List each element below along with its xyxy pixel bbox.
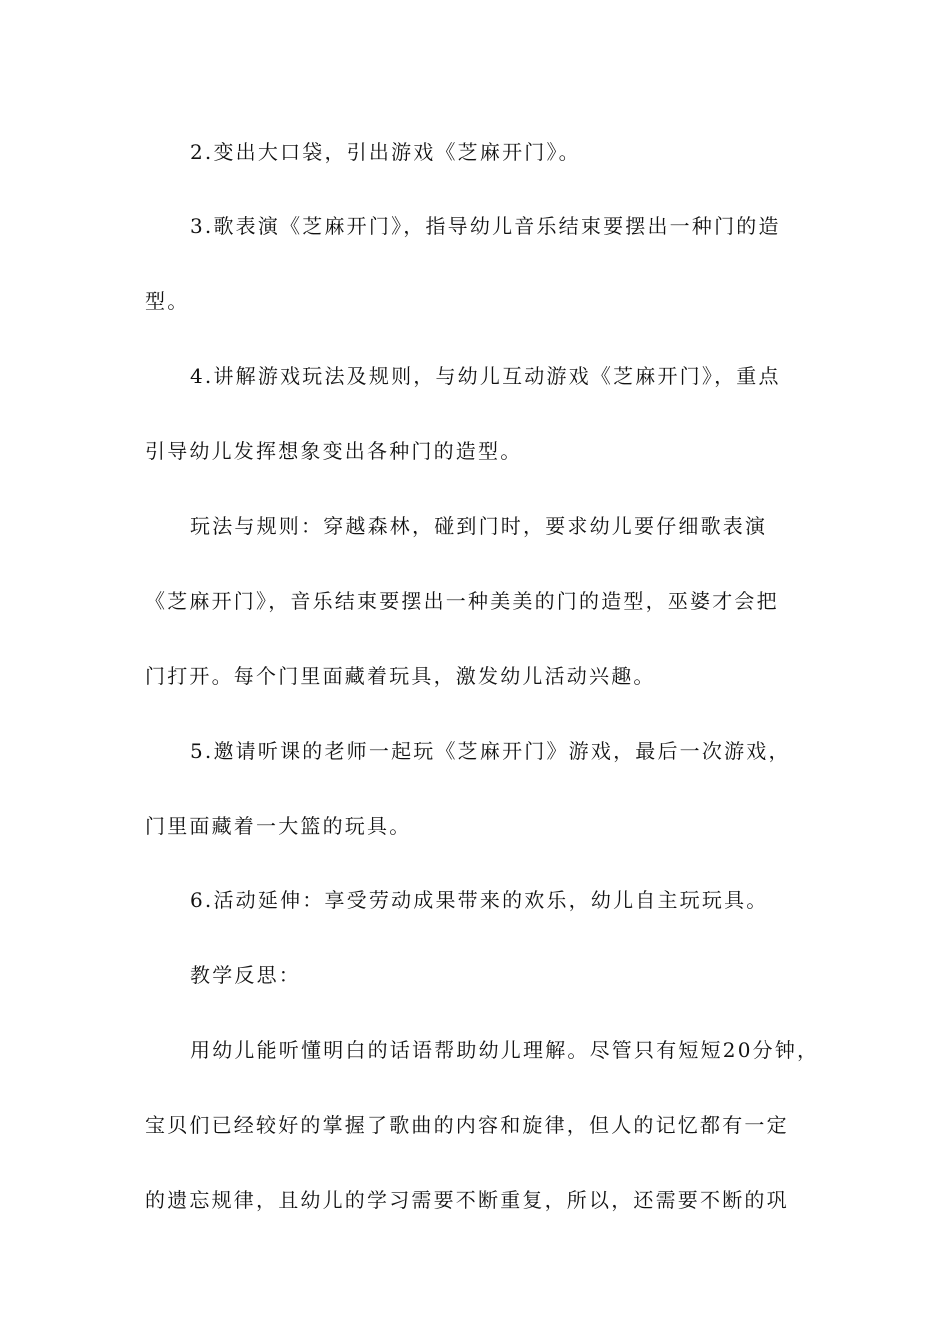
rules-line-2: 《芝麻开门》，音乐结束要摆出一种美美的门的造型，巫婆才会把	[145, 589, 779, 613]
reflection-line-1: 用幼儿能听懂明白的话语帮助幼儿理解。尽管只有短短20分钟，	[190, 1038, 820, 1062]
step-3-line-2: 型。	[145, 289, 190, 313]
reflection-line-2: 宝贝们已经较好的掌握了歌曲的内容和旋律，但人的记忆都有一定	[145, 1113, 789, 1137]
reflection-heading: 教学反思：	[190, 963, 301, 987]
rules-line-3: 门打开。每个门里面藏着玩具，激发幼儿活动兴趣。	[145, 664, 656, 688]
step-4-line-1: 4.讲解游戏玩法及规则，与幼儿互动游戏《芝麻开门》，重点	[190, 364, 781, 388]
step-3-line-1: 3.歌表演《芝麻开门》，指导幼儿音乐结束要摆出一种门的造	[190, 214, 781, 238]
step-5-line-1: 5.邀请听课的老师一起玩《芝麻开门》游戏，最后一次游戏，	[190, 739, 791, 763]
rules-line-1: 玩法与规则：穿越森林，碰到门时，要求幼儿要仔细歌表演	[190, 514, 768, 538]
step-2-line: 2.变出大口袋，引出游戏《芝麻开门》。	[190, 140, 581, 164]
step-5-line-2: 门里面藏着一大篮的玩具。	[145, 814, 412, 838]
step-4-line-2: 引导幼儿发挥想象变出各种门的造型。	[145, 439, 523, 463]
reflection-line-3: 的遗忘规律，且幼儿的学习需要不断重复，所以，还需要不断的巩	[145, 1188, 789, 1212]
step-6-line: 6.活动延伸：享受劳动成果带来的欢乐，幼儿自主玩玩具。	[190, 888, 769, 912]
